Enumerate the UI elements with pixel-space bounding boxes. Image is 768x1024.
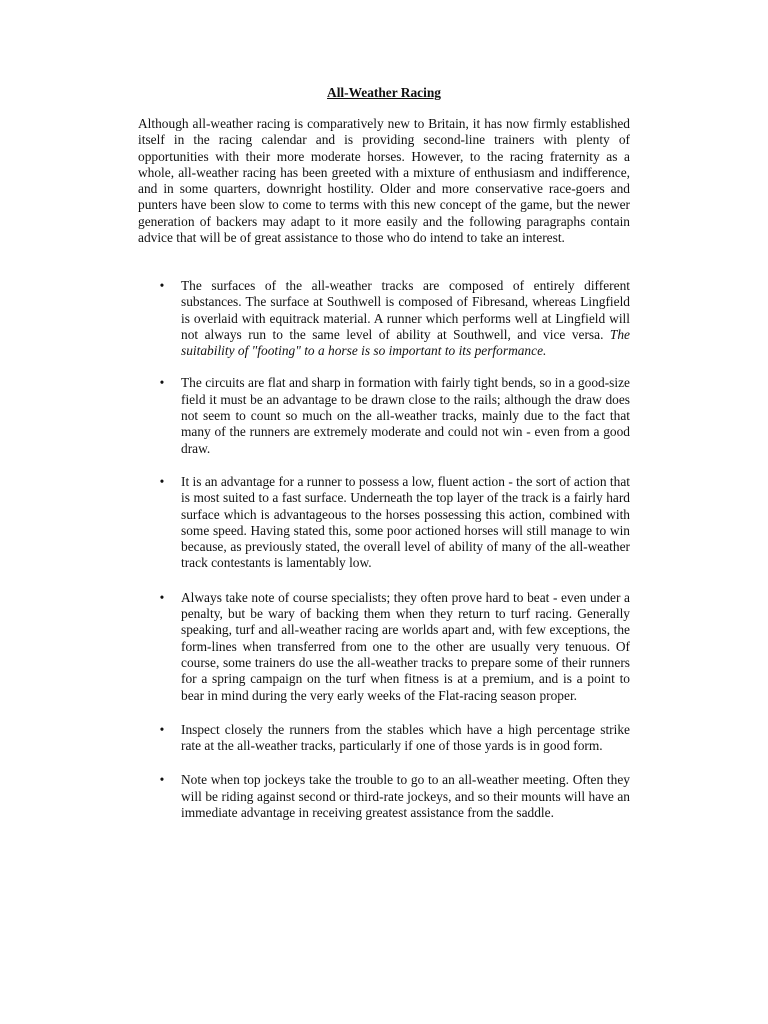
bullet-icon: • (159, 278, 165, 293)
list-item-text: Inspect closely the runners from the stables which have a high percentage strike rate at the all-weather tracks, particularly if one of those yards is in good form. (181, 721, 630, 754)
bullet-icon: • (159, 589, 165, 605)
list-item-text: Always take note of course specialists; they often prove hard to beat - even under a penalty, but be wary of backing them when they return to turf racing. Generally speaking, turf and all-weather racing are worlds apart and, with few exceptions, the form-lines when transferred from one to the other are usually very tenuous. Of course, some trainers do use the all-weather tracks to prepare some of their runners for a spring campaign on the turf when fitness is at a premium, and is a point to bear in mind during the very early weeks of the Flat-racing season proper. (181, 589, 630, 703)
list-item-italic-note: The suitability of "footing" to a horse is so important to its performance. (181, 326, 630, 359)
list-item-text: Note when top jockeys take the trouble to go to an all-weather meeting. Often they will be riding against second or third-rate jockeys, and so their mounts will have an immediate advantage in receiving greatest assistance from the saddle. (181, 772, 630, 821)
list-item-text: The surfaces of the all-weather tracks are composed of entirely different substances. The surface at Southwell is composed of Fibresand, whereas Lingfield is overlaid with equitrack material. A runner which performs well at Lingfield will not always run to the same level of ability at Southwell, and vice versa. (181, 278, 630, 342)
intro-paragraph: Although all-weather racing is comparatively new to Britain, it has now firmly established itself in the racing calendar and is providing second-line trainers with plenty of opportunities with their more moderate horses. However, to the racing fraternity as a whole, all-weather racing has been greeted with a mixture of enthusiasm and indifference, and in some quarters, downright hostility. Older and more conservative race-goers and punters have been slow to come to terms with this new concept of the game, but the newer generation of backers may adapt to it more easily and the following paragraphs contain advice that will be of great assistance to those who do intend to take an interest. (138, 116, 630, 246)
bullet-icon: • (159, 473, 165, 489)
page-title: All-Weather Racing (327, 85, 441, 100)
list-item (138, 474, 630, 572)
list-item-text: It is an advantage for a runner to possess a low, fluent action - the sort of action that is most suited to a fast surface. Underneath the top layer of the track is a fairly hard surface which is advantageous to the horses possessing this action, combined with some speed. Having stated this, some poor actioned horses will still manage to win because, as previously stated, the overall level of ability of many of the all-weather track contestants is lamentably low. (181, 473, 630, 571)
list-item (138, 375, 630, 456)
bullet-icon: • (159, 375, 165, 391)
list-item (138, 772, 630, 821)
list-item (138, 590, 630, 704)
list-item-text: The circuits are flat and sharp in formation with fairly tight bends, so in a good-size field it must be an advantage to be drawn close to the rails; although the draw does not seem to count so much on the all-weather tracks, mainly due to the fact that many of the runners are extremely moderate and could not win - even from a good draw. (181, 375, 630, 456)
list-item (138, 278, 630, 359)
advice-list (138, 278, 630, 837)
bullet-icon: • (159, 721, 165, 737)
bullet-icon: • (159, 772, 165, 788)
list-item (138, 722, 630, 755)
